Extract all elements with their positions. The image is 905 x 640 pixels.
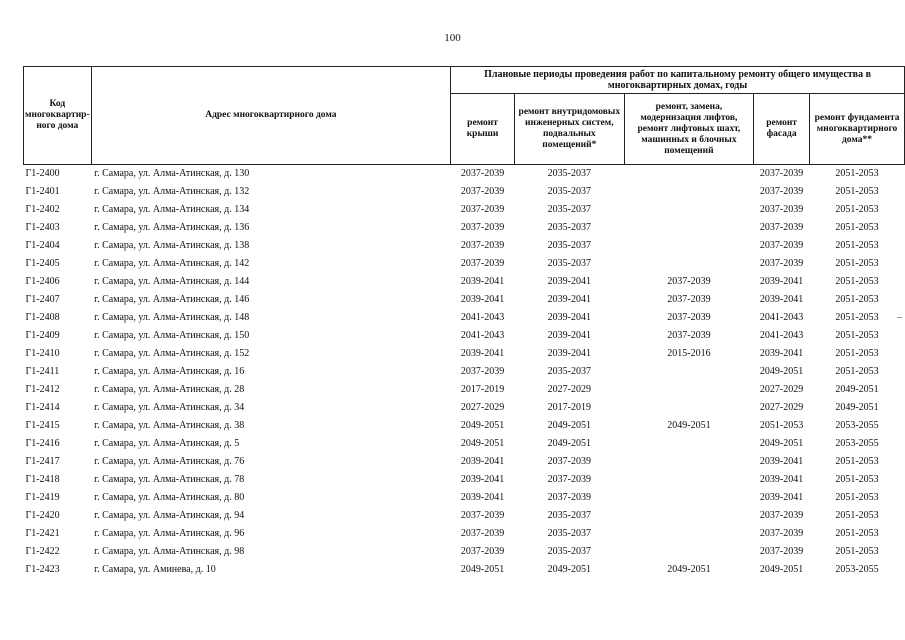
facade-period-cell: 2037-2039 bbox=[759, 168, 804, 179]
table-row bbox=[24, 237, 905, 255]
roof-period-cell: 2037-2039 bbox=[460, 222, 505, 233]
house-code-cell: Г1-2402 bbox=[25, 204, 60, 215]
roof-period-cell: 2039-2041 bbox=[460, 492, 505, 503]
address-cell: г. Самара, ул. Алма-Атинская, д. 134 bbox=[94, 204, 250, 215]
foundation-period-cell: 2049-2051 bbox=[835, 384, 879, 395]
elevators-period-cell bbox=[624, 201, 754, 219]
foundation-period-cell: 2051-2053 bbox=[835, 510, 879, 521]
facade-period-cell: 2027-2029 bbox=[759, 384, 804, 395]
systems-column-header: ремонт внутридомовых инженерных систем, подвальных помещений* bbox=[514, 94, 624, 165]
address-cell: г. Самара, ул. Алма-Атинская, д. 38 bbox=[94, 420, 245, 431]
code-column-header: Код многоквартир-ного дома bbox=[24, 67, 92, 165]
table-row bbox=[24, 489, 905, 507]
roof-period-cell: 2039-2041 bbox=[460, 456, 505, 467]
house-code-cell: Г1-2419 bbox=[25, 492, 60, 503]
foundation-period-cell: 2051-2053 bbox=[835, 546, 879, 557]
facade-period-cell: 2027-2029 bbox=[759, 402, 804, 413]
house-code-cell: Г1-2412 bbox=[25, 384, 60, 395]
facade-period-cell: 2037-2039 bbox=[759, 258, 804, 269]
table-row bbox=[24, 219, 905, 237]
table-row bbox=[24, 525, 905, 543]
facade-period-cell: 2049-2051 bbox=[759, 438, 804, 449]
elevators-period-cell: 2015-2016 bbox=[667, 348, 711, 359]
systems-period-cell: 2035-2037 bbox=[547, 186, 591, 197]
address-cell: г. Самара, ул. Алма-Атинская, д. 5 bbox=[94, 438, 240, 449]
elevators-period-cell bbox=[624, 453, 754, 471]
house-code-cell: Г1-2415 bbox=[25, 420, 60, 431]
foundation-period-cell: 2051-2053 bbox=[835, 186, 879, 197]
table-row bbox=[24, 417, 905, 435]
facade-period-cell: 2039-2041 bbox=[759, 474, 804, 485]
table-body bbox=[24, 165, 905, 580]
foundation-period-cell: 2053-2055 bbox=[835, 420, 879, 431]
table-row bbox=[24, 453, 905, 471]
foundation-period-cell: 2051-2053 bbox=[835, 492, 879, 503]
foundation-period-cell: 2051-2053 bbox=[835, 168, 879, 179]
roof-period-cell: 2039-2041 bbox=[460, 294, 505, 305]
house-code-cell: Г1-2423 bbox=[25, 564, 60, 575]
address-cell: г. Самара, ул. Алма-Атинская, д. 142 bbox=[94, 258, 250, 269]
elevators-period-cell bbox=[624, 507, 754, 525]
address-cell: г. Самара, ул. Алма-Атинская, д. 80 bbox=[94, 492, 245, 503]
elevators-period-cell bbox=[624, 255, 754, 273]
elevators-period-cell bbox=[624, 543, 754, 561]
table-header bbox=[24, 67, 905, 165]
elevators-period-cell bbox=[624, 471, 754, 489]
periods-group-header: Плановые периоды проведения работ по капитальному ремонту общего имущества в многоквартирных домах, годы bbox=[451, 67, 905, 94]
systems-period-cell: 2039-2041 bbox=[547, 276, 591, 287]
house-code-cell: Г1-2411 bbox=[25, 366, 60, 377]
foundation-period-cell: 2051-2053 bbox=[835, 222, 879, 233]
elevators-period-cell bbox=[624, 489, 754, 507]
foundation-period-cell: 2051-2053 bbox=[835, 474, 879, 485]
systems-period-cell: 2035-2037 bbox=[547, 510, 591, 521]
elevators-period-cell bbox=[624, 381, 754, 399]
table-row bbox=[24, 345, 905, 363]
house-code-cell: Г1-2420 bbox=[25, 510, 60, 521]
elevators-column-header: ремонт, замена, модернизация лифтов, ремонт лифтовых шахт, машинных и блочных помещений bbox=[624, 94, 754, 165]
house-code-cell: Г1-2416 bbox=[25, 438, 60, 449]
roof-period-cell: 2041-2043 bbox=[460, 330, 505, 341]
facade-column-header: ремонт фасада bbox=[754, 94, 810, 165]
house-code-cell: Г1-2405 bbox=[25, 258, 60, 269]
systems-period-cell: 2037-2039 bbox=[547, 456, 591, 467]
foundation-period-cell: 2051-2053 bbox=[835, 312, 879, 323]
systems-period-cell: 2035-2037 bbox=[547, 528, 591, 539]
foundation-period-cell: 2053-2055 bbox=[835, 438, 879, 449]
page-number: 100 bbox=[444, 32, 461, 44]
address-cell: г. Самара, ул. Алма-Атинская, д. 138 bbox=[94, 240, 250, 251]
facade-period-cell: 2037-2039 bbox=[759, 528, 804, 539]
foundation-period-cell: 2051-2053 bbox=[835, 330, 879, 341]
table-row bbox=[24, 327, 905, 345]
house-code-cell: Г1-2404 bbox=[25, 240, 60, 251]
foundation-period-cell: 2053-2055 bbox=[835, 564, 879, 575]
roof-period-cell: 2037-2039 bbox=[460, 528, 505, 539]
elevators-period-cell bbox=[624, 435, 754, 453]
elevators-period-cell bbox=[624, 363, 754, 381]
address-cell: г. Самара, ул. Алма-Атинская, д. 96 bbox=[94, 528, 245, 539]
repair-schedule-table bbox=[23, 66, 905, 579]
table-row bbox=[24, 273, 905, 291]
table-row bbox=[24, 543, 905, 561]
systems-period-cell: 2027-2029 bbox=[547, 384, 591, 395]
elevators-period-cell: 2049-2051 bbox=[667, 564, 711, 575]
facade-period-cell: 2051-2053 bbox=[759, 420, 804, 431]
facade-period-cell: 2039-2041 bbox=[759, 492, 804, 503]
roof-period-cell: 2049-2051 bbox=[460, 564, 505, 575]
table-row bbox=[24, 381, 905, 399]
foundation-period-cell: 2051-2053 bbox=[835, 366, 879, 377]
systems-period-cell: 2039-2041 bbox=[547, 312, 591, 323]
house-code-cell: Г1-2408 bbox=[25, 312, 60, 323]
facade-period-cell: 2037-2039 bbox=[759, 204, 804, 215]
house-code-cell: Г1-2410 bbox=[25, 348, 60, 359]
address-cell: г. Самара, ул. Алма-Атинская, д. 132 bbox=[94, 186, 250, 197]
facade-period-cell: 2041-2043 bbox=[759, 312, 804, 323]
foundation-period-cell: 2051-2053 bbox=[835, 348, 879, 359]
table-row bbox=[24, 255, 905, 273]
facade-period-cell: 2049-2051 bbox=[759, 366, 804, 377]
roof-period-cell: 2049-2051 bbox=[460, 438, 505, 449]
elevators-period-cell: 2037-2039 bbox=[667, 312, 711, 323]
elevators-period-cell bbox=[624, 237, 754, 255]
systems-period-cell: 2035-2037 bbox=[547, 204, 591, 215]
address-column-header: Адрес многоквартирного дома bbox=[91, 67, 450, 165]
roof-period-cell: 2039-2041 bbox=[460, 276, 505, 287]
facade-period-cell: 2039-2041 bbox=[759, 456, 804, 467]
address-cell: г. Самара, ул. Алма-Атинская, д. 28 bbox=[94, 384, 245, 395]
house-code-cell: Г1-2407 bbox=[25, 294, 60, 305]
address-cell: г. Самара, ул. Алма-Атинская, д. 98 bbox=[94, 546, 245, 557]
roof-period-cell: 2037-2039 bbox=[460, 366, 505, 377]
house-code-cell: Г1-2409 bbox=[25, 330, 60, 341]
address-cell: г. Самара, ул. Алма-Атинская, д. 76 bbox=[94, 456, 245, 467]
facade-period-cell: 2037-2039 bbox=[759, 510, 804, 521]
elevators-period-cell bbox=[624, 399, 754, 417]
roof-period-cell: 2037-2039 bbox=[460, 168, 505, 179]
house-code-cell: Г1-2418 bbox=[25, 474, 60, 485]
foundation-period-cell: 2051-2053 bbox=[835, 276, 879, 287]
address-cell: г. Самара, ул. Алма-Атинская, д. 78 bbox=[94, 474, 245, 485]
roof-period-cell: 2037-2039 bbox=[460, 240, 505, 251]
elevators-period-cell bbox=[624, 219, 754, 237]
elevators-period-cell: 2037-2039 bbox=[667, 330, 711, 341]
systems-period-cell: 2035-2037 bbox=[547, 168, 591, 179]
house-code-cell: Г1-2421 bbox=[25, 528, 60, 539]
roof-period-cell: 2027-2029 bbox=[460, 402, 505, 413]
address-cell: г. Самара, ул. Алма-Атинская, д. 136 bbox=[94, 222, 250, 233]
table-row bbox=[24, 561, 905, 579]
table-row bbox=[24, 165, 905, 184]
systems-period-cell: 2037-2039 bbox=[547, 492, 591, 503]
elevators-period-cell: 2049-2051 bbox=[667, 420, 711, 431]
systems-period-cell: 2035-2037 bbox=[547, 240, 591, 251]
roof-period-cell: 2041-2043 bbox=[460, 312, 505, 323]
systems-period-cell: 2017-2019 bbox=[547, 402, 591, 413]
facade-period-cell: 2037-2039 bbox=[759, 240, 804, 251]
roof-period-cell: 2039-2041 bbox=[460, 474, 505, 485]
systems-period-cell: 2035-2037 bbox=[547, 546, 591, 557]
house-code-cell: Г1-2417 bbox=[25, 456, 60, 467]
facade-period-cell: 2037-2039 bbox=[759, 186, 804, 197]
address-cell: г. Самара, ул. Алма-Атинская, д. 94 bbox=[94, 510, 245, 521]
foundation-column-header: ремонт фундамента многоквартирного дома** bbox=[810, 94, 905, 165]
address-cell: г. Самара, ул. Алма-Атинская, д. 150 bbox=[94, 330, 250, 341]
address-cell: г. Самара, ул. Алма-Атинская, д. 148 bbox=[94, 312, 250, 323]
systems-period-cell: 2035-2037 bbox=[547, 366, 591, 377]
facade-period-cell: 2049-2051 bbox=[759, 564, 804, 575]
table-row bbox=[24, 471, 905, 489]
house-code-cell: Г1-2422 bbox=[25, 546, 60, 557]
margin-dash-mark: – bbox=[897, 312, 902, 323]
foundation-period-cell: 2049-2051 bbox=[835, 402, 879, 413]
systems-period-cell: 2049-2051 bbox=[547, 438, 591, 449]
house-code-cell: Г1-2406 bbox=[25, 276, 60, 287]
table-row bbox=[24, 435, 905, 453]
foundation-period-cell: 2051-2053 bbox=[835, 456, 879, 467]
elevators-period-cell bbox=[624, 165, 754, 184]
roof-period-cell: 2049-2051 bbox=[460, 420, 505, 431]
table-row bbox=[24, 291, 905, 309]
facade-period-cell: 2041-2043 bbox=[759, 330, 804, 341]
foundation-period-cell: 2051-2053 bbox=[835, 240, 879, 251]
foundation-period-cell: 2051-2053 bbox=[835, 258, 879, 269]
facade-period-cell: 2039-2041 bbox=[759, 348, 804, 359]
systems-period-cell: 2049-2051 bbox=[547, 420, 591, 431]
roof-period-cell: 2037-2039 bbox=[460, 186, 505, 197]
house-code-cell: Г1-2403 bbox=[25, 222, 60, 233]
roof-period-cell: 2037-2039 bbox=[460, 510, 505, 521]
roof-period-cell: 2037-2039 bbox=[460, 546, 505, 557]
address-cell: г. Самара, ул. Алма-Атинская, д. 16 bbox=[94, 366, 245, 377]
address-cell: г. Самара, ул. Алма-Атинская, д. 146 bbox=[94, 294, 250, 305]
address-cell: г. Самара, ул. Алма-Атинская, д. 152 bbox=[94, 348, 250, 359]
facade-period-cell: 2037-2039 bbox=[759, 222, 804, 233]
facade-period-cell: 2039-2041 bbox=[759, 276, 804, 287]
foundation-period-cell: 2051-2053 bbox=[835, 204, 879, 215]
systems-period-cell: 2039-2041 bbox=[547, 348, 591, 359]
table-row bbox=[24, 201, 905, 219]
elevators-period-cell: 2037-2039 bbox=[667, 276, 711, 287]
address-cell: г. Самара, ул. Алма-Атинская, д. 34 bbox=[94, 402, 245, 413]
facade-period-cell: 2039-2041 bbox=[759, 294, 804, 305]
systems-period-cell: 2049-2051 bbox=[547, 564, 591, 575]
address-cell: г. Самара, ул. Алма-Атинская, д. 144 bbox=[94, 276, 250, 287]
systems-period-cell: 2035-2037 bbox=[547, 222, 591, 233]
address-cell: г. Самара, ул. Алма-Атинская, д. 130 bbox=[94, 168, 250, 179]
systems-period-cell: 2039-2041 bbox=[547, 330, 591, 341]
foundation-period-cell: 2051-2053 bbox=[835, 294, 879, 305]
roof-period-cell: 2017-2019 bbox=[460, 384, 505, 395]
house-code-cell: Г1-2400 bbox=[25, 168, 60, 179]
elevators-period-cell: 2037-2039 bbox=[667, 294, 711, 305]
elevators-period-cell bbox=[624, 525, 754, 543]
elevators-period-cell bbox=[624, 183, 754, 201]
address-cell: г. Самара, ул. Аминева, д. 10 bbox=[94, 564, 216, 575]
table-row bbox=[24, 507, 905, 525]
facade-period-cell: 2037-2039 bbox=[759, 546, 804, 557]
house-code-cell: Г1-2401 bbox=[25, 186, 60, 197]
roof-period-cell: 2037-2039 bbox=[460, 204, 505, 215]
table-row bbox=[24, 183, 905, 201]
foundation-period-cell: 2051-2053 bbox=[835, 528, 879, 539]
roof-period-cell: 2039-2041 bbox=[460, 348, 505, 359]
roof-column-header: ремонт крыши bbox=[451, 94, 515, 165]
table-row bbox=[24, 399, 905, 417]
systems-period-cell: 2039-2041 bbox=[547, 294, 591, 305]
systems-period-cell: 2037-2039 bbox=[547, 474, 591, 485]
table-row bbox=[24, 363, 905, 381]
systems-period-cell: 2035-2037 bbox=[547, 258, 591, 269]
roof-period-cell: 2037-2039 bbox=[460, 258, 505, 269]
house-code-cell: Г1-2414 bbox=[25, 402, 60, 413]
table-row bbox=[24, 309, 905, 327]
